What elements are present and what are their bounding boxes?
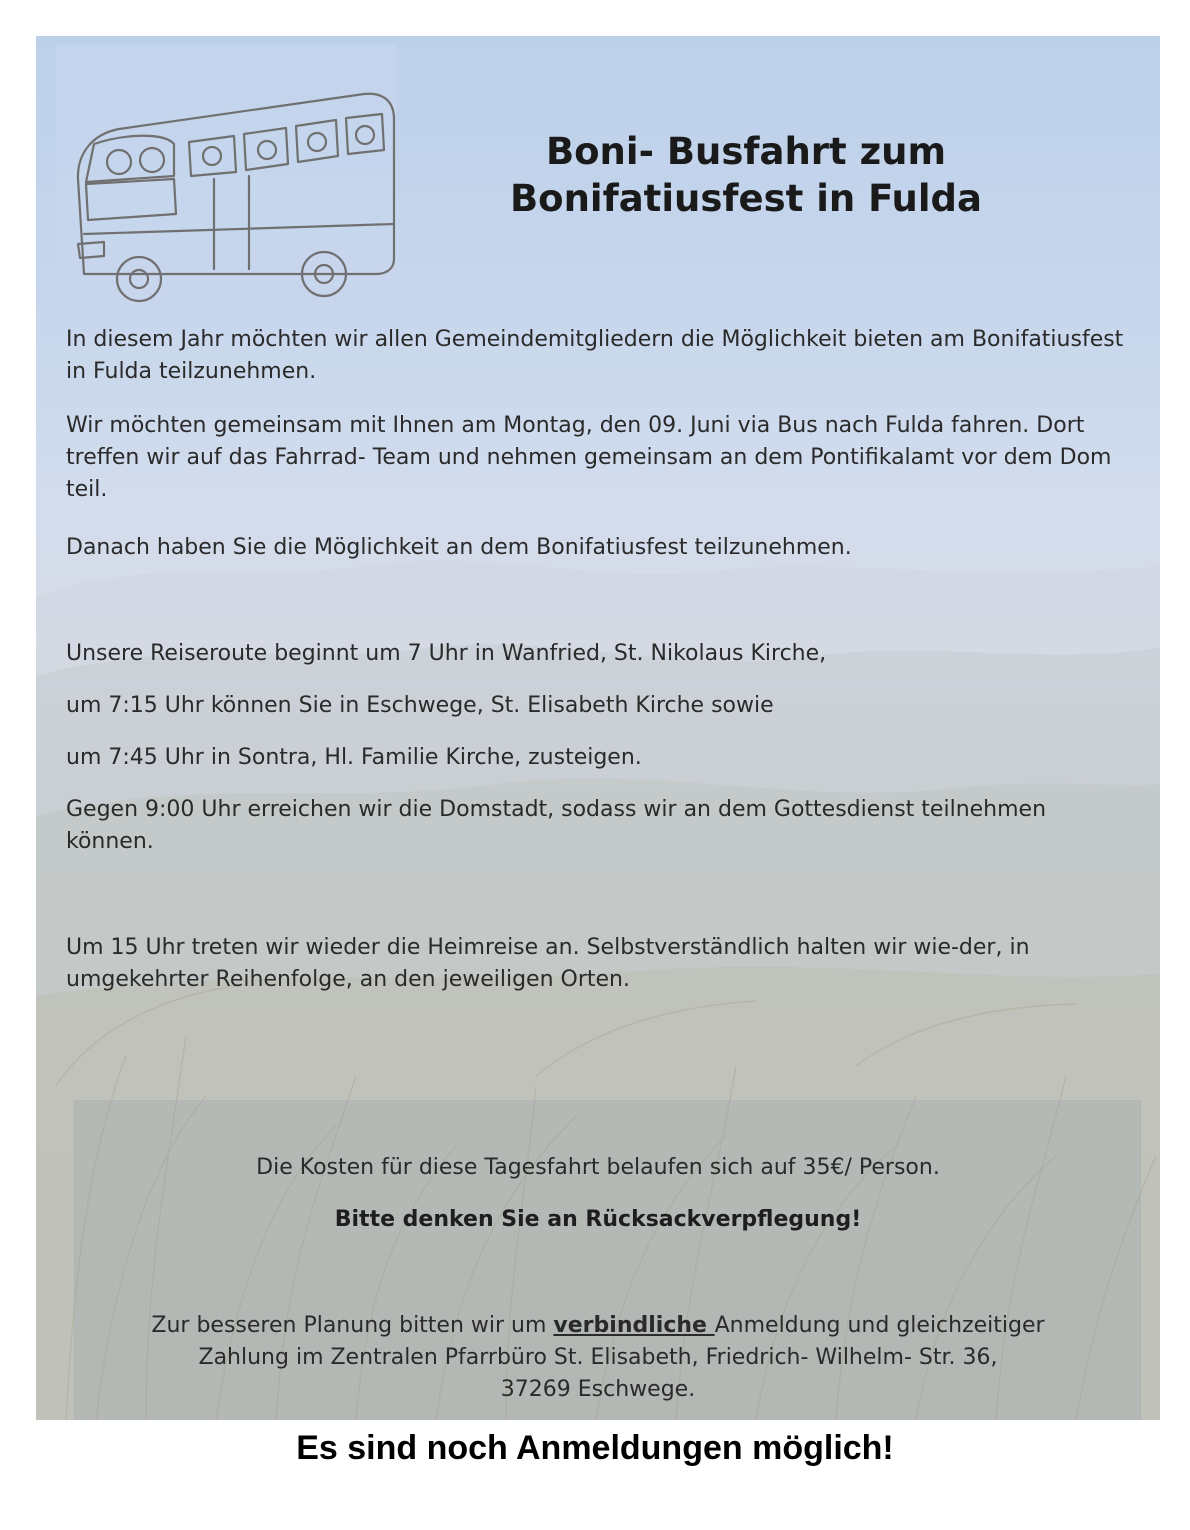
bus-icon <box>64 84 414 314</box>
registration-suffix: Anmeldung und gleichzeitiger <box>714 1313 1045 1338</box>
route-line-2: um 7:15 Uhr können Sie in Eschwege, St. Elisabeth Kirche sowie <box>66 693 774 718</box>
route-line-4: Gegen 9:00 Uhr erreichen wir die Domstadt, sodass wir an dem Gottesdienst teilnehmen können. <box>66 797 1047 854</box>
return-trip-paragraph: Um 15 Uhr treten wir wieder die Heimreise an. Selbstverständlich halten wir wie-der, in umgekehrter Reihenfolge, an den jeweiligen Orten. <box>66 935 1030 992</box>
footer-notice: Es sind noch Anmeldungen möglich! <box>296 1429 894 1467</box>
reminder-line: Bitte denken Sie an Rücksackverpflegung! <box>334 1207 862 1232</box>
route-line-1: Unsere Reiseroute beginnt um 7 Uhr in Wanfried, St. Nikolaus Kirche, <box>66 641 827 666</box>
intro-paragraph-1: In diesem Jahr möchten wir allen Gemeindemitgliedern die Möglichkeit bieten am Bonifatiusfest in Fulda teilzunehmen. <box>66 327 1124 384</box>
registration-line-1 <box>36 1310 1160 1342</box>
registration-prefix: Zur besseren Planung bitten wir um <box>151 1313 554 1338</box>
flyer <box>36 36 1160 1420</box>
intro-paragraph-3: Danach haben Sie die Möglichkeit an dem Bonifatiusfest teilzunehmen. <box>66 535 852 560</box>
registration-line-3: 37269 Eschwege. <box>500 1377 696 1402</box>
title-line-2: Bonifatiusfest in Fulda <box>509 177 983 220</box>
registration-emphasis: verbindliche <box>553 1313 715 1338</box>
registration-line-2: Zahlung im Zentralen Pfarrbüro St. Elisabeth, Friedrich- Wilhelm- Str. 36, <box>198 1345 998 1370</box>
intro-paragraph-2: Wir möchten gemeinsam mit Ihnen am Montag, den 09. Juni via Bus nach Fulda fahren. Dort treffen wir auf das Fahrrad- Team und nehmen gemeinsam an dem Pontifikalamt vor dem Dom teil. <box>66 413 1112 502</box>
title-line-1: Boni- Busfahrt zum <box>545 130 947 173</box>
price-line: Die Kosten für diese Tagesfahrt belaufen sich auf 35€/ Person. <box>256 1155 940 1180</box>
page-title <box>446 128 1046 222</box>
route-line-3: um 7:45 Uhr in Sontra, Hl. Familie Kirche, zusteigen. <box>66 745 642 770</box>
